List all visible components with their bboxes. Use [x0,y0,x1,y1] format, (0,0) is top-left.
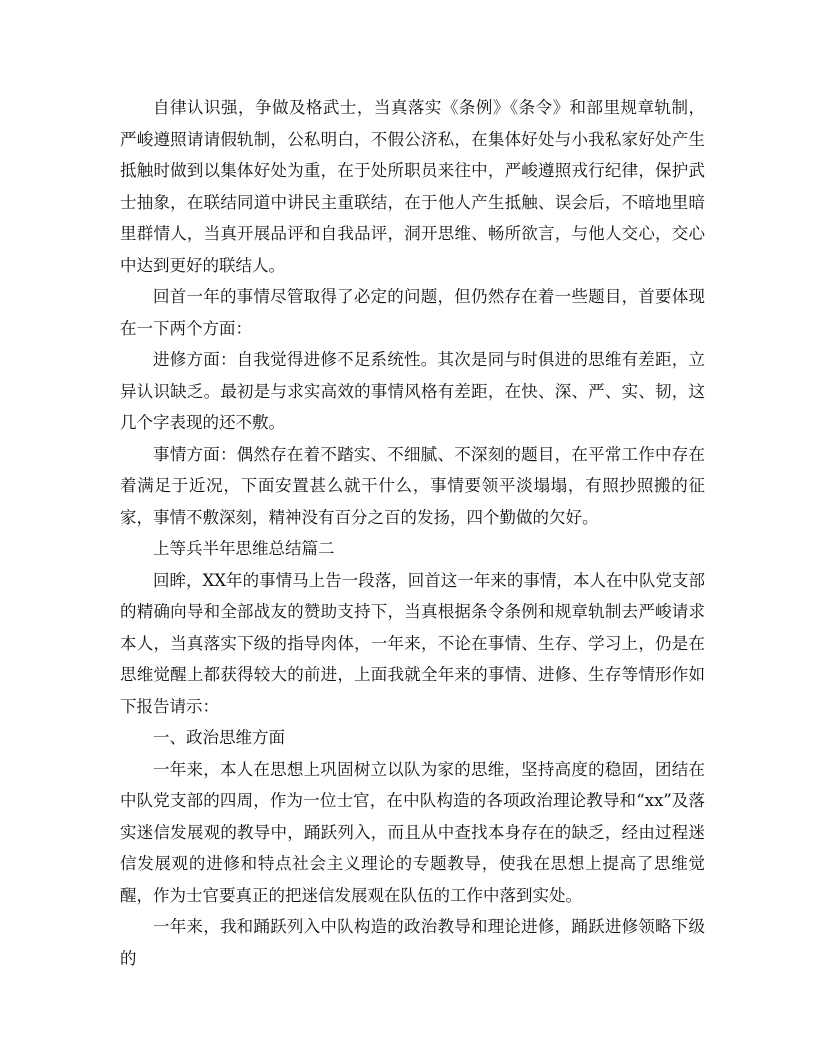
paragraph-discipline: 自律认识强，争做及格武士，当真落实《条例》《条令》和部里规章轨制，严峻遵照请请假轨制，公私明白，不假公济私，在集体好处与小我私家好处产生抵触时做到以集体好处为重，在于处所职员来往中，严峻遵照戎行纪律，保护武士抽象，在联结同道中讲民主重联结，在于他人产生抵触、误会后，不暗地里暗里群情人，当真开展品评和自我品评，洞开思维、畅所欲言，与他人交心，交心中达到更好的联结人。 [120,98,705,275]
paragraph-year-summary: 回眸，XX年的事情马上告一段落，回首这一年来的事情，本人在中队党支部的精确向导和全部战友的赞助支持下，当真根据条令条例和规章轨制去严峻请求本人，当真落实下级的指导肉体，一年来，不论在事情、生存、学习上，仍是在思维觉醒上都获得较大的前进，上面我就全年来的事情、进修、生存等情形作如下报告请示： [120,570,705,716]
paragraph-study-shortcomings: 进修方面：自我觉得进修不足系统性。其次是同与时俱进的思维有差距，立异认识缺乏。最初是与求实高效的事情风格有差距，在快、深、严、实、韧，这几个字表现的还不敷。 [120,350,705,432]
paragraph-work-shortcomings: 事情方面：偶然存在着不踏实、不细腻、不深刻的题目，在平常工作中存在着满足于近况，下面安置甚么就干什么，事情要领平淡塌塌，有照抄照搬的征家，事情不敷深刻，精神没有百分之百的发扬，四个勤做的欠好。 [120,444,705,527]
section-heading-political: 一、政治思维方面 [153,728,285,747]
paragraph-review: 回首一年的事情尽管取得了必定的问题，但仍然存在着一些题目，首要体现在一下两个方面： [120,287,705,338]
section-title-part-two: 上等兵半年思维总结篇二 [153,539,335,558]
paragraph-political-thought: 一年来，本人在思想上巩固树立以队为家的思维，坚持高度的稳固，团结在中队党支部的四周，作为一位士官，在中队构造的各项政治理论教导和“xx”及落实迷信发展观的教导中，踊跃列入，而且从中查找本身存在的缺乏，经由过程迷信发展观的进修和特点社会主义理论的专题教导，使我在思想上提高了思维觉醒，作为士官要真正的把迷信发展观在队伍的工作中落到实处。 [120,759,705,905]
paragraph-political-study: 一年来，我和踊跃列入中队构造的政治教导和理论进修，踊跃进修领略下级的 [120,917,705,968]
document-page [120,92,705,974]
